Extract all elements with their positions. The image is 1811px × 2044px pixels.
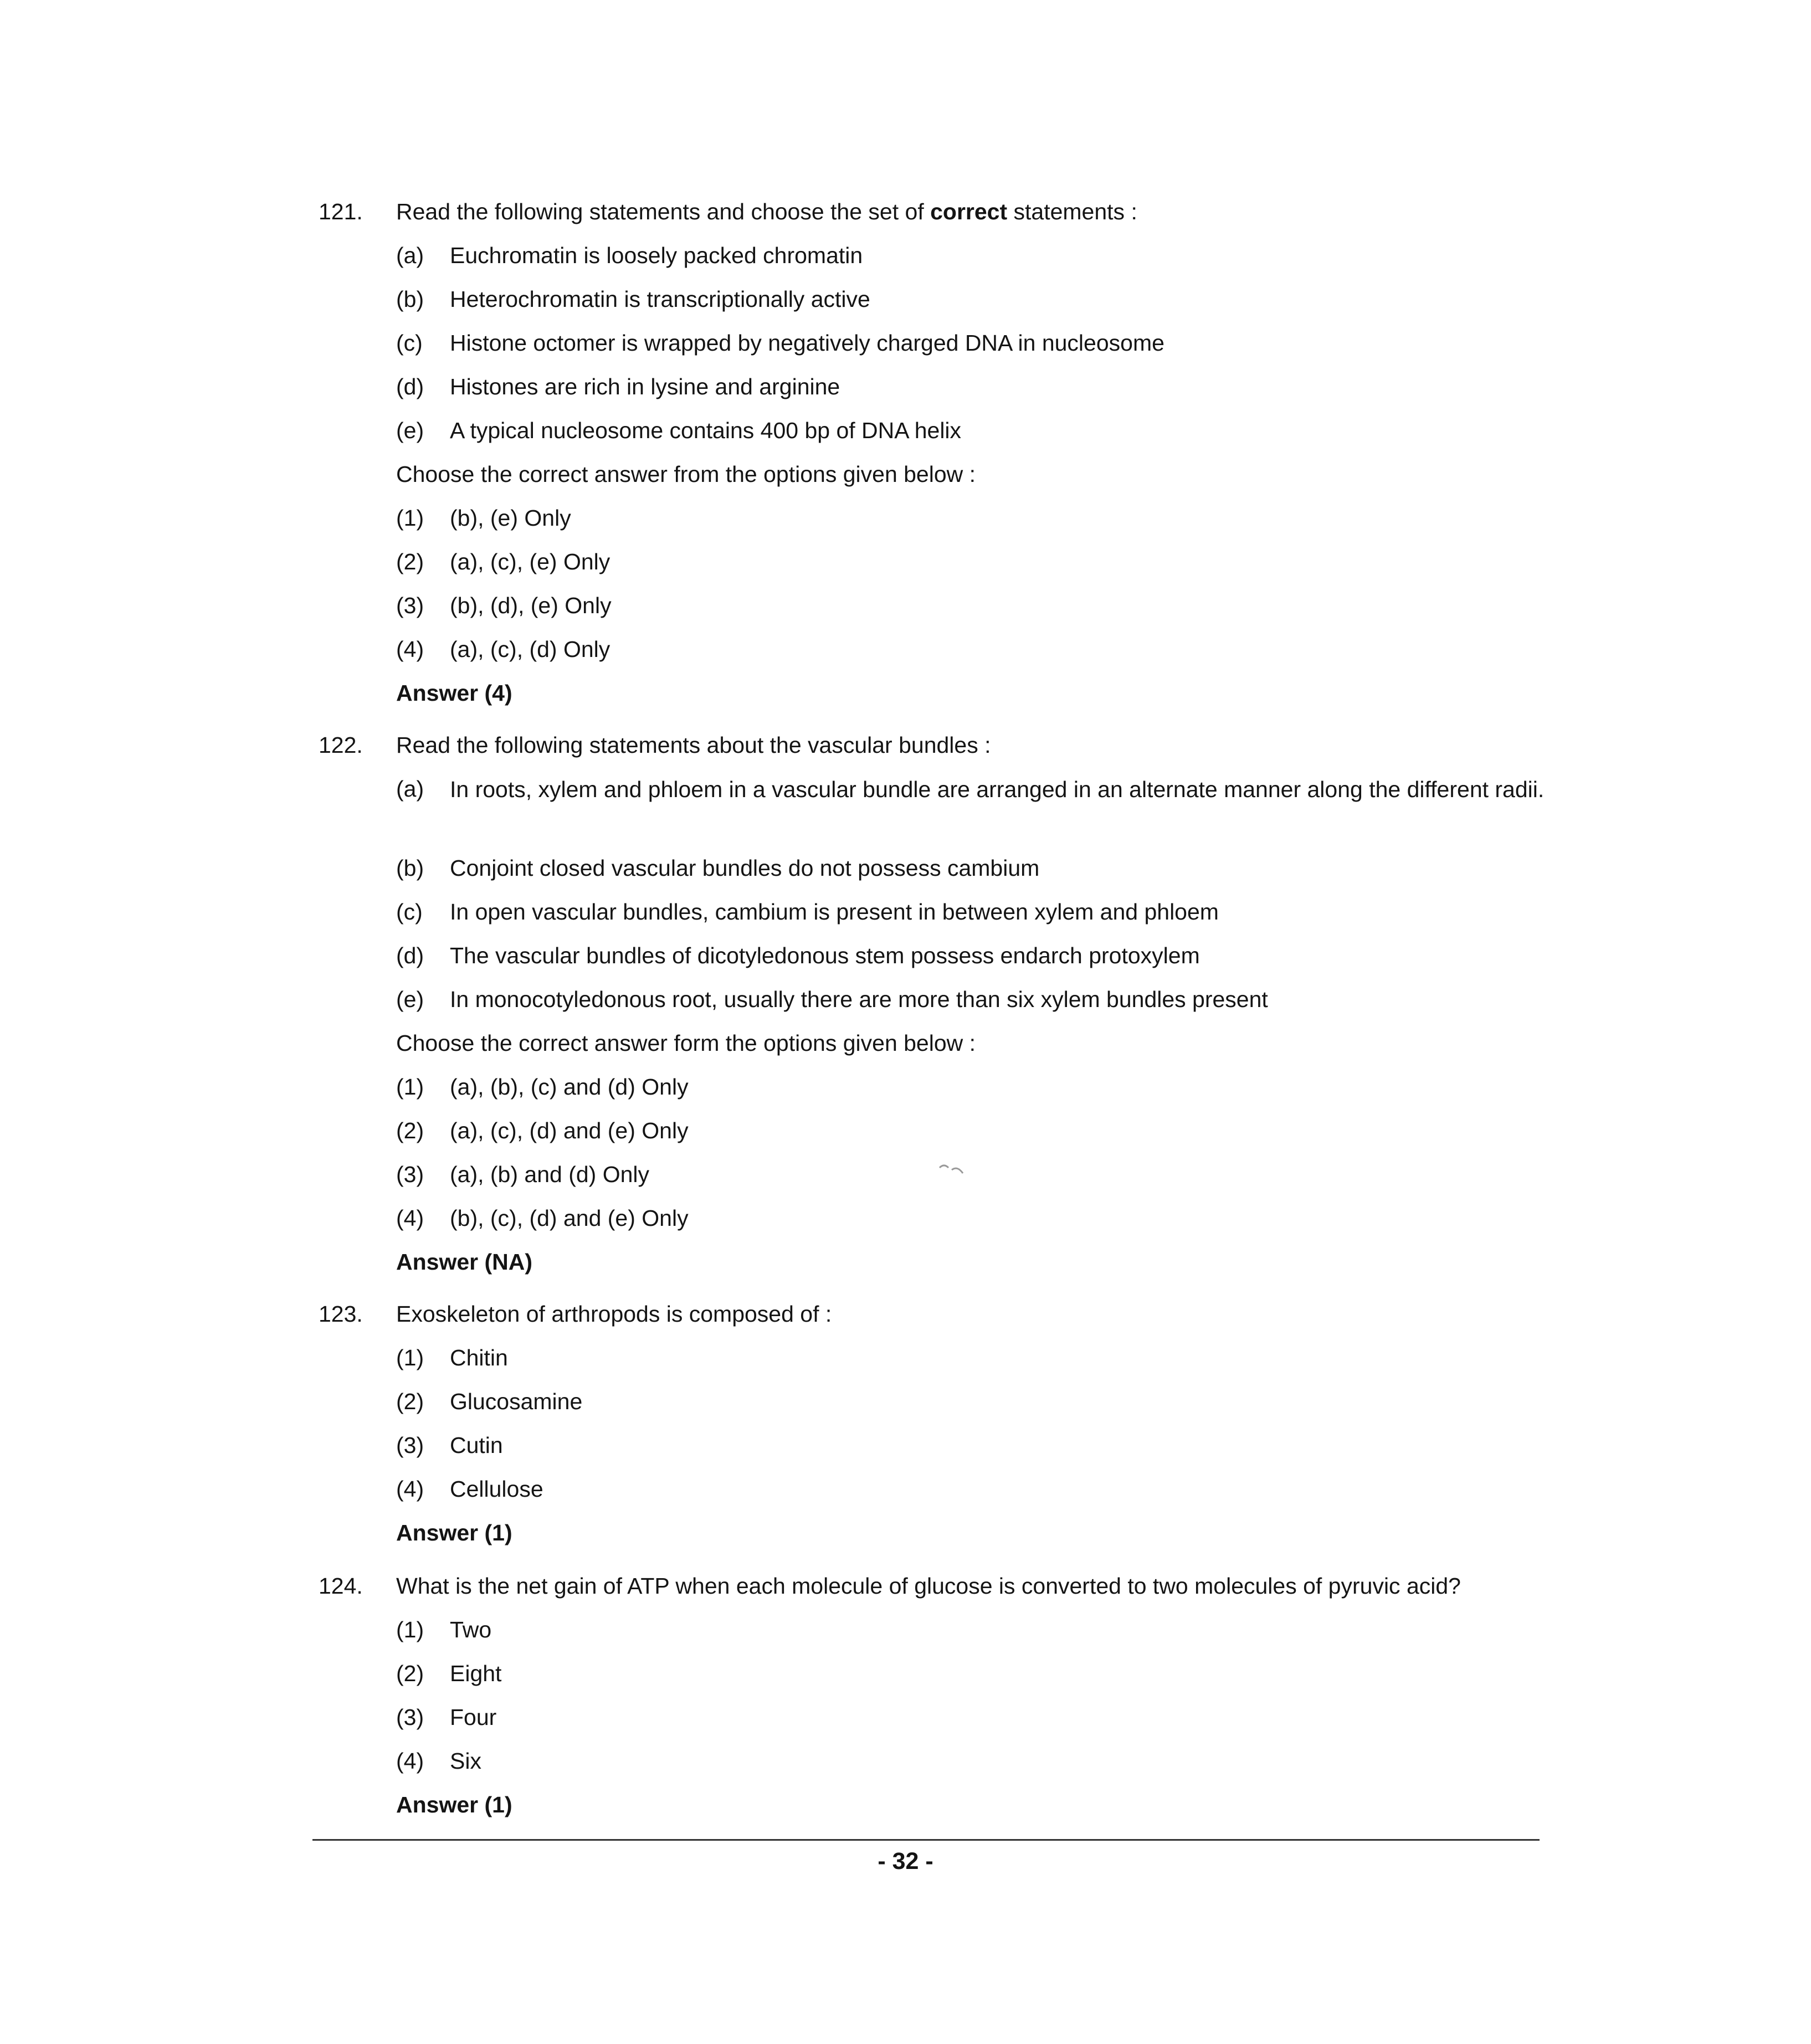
question-header [319, 1292, 1548, 1336]
option-text: (b), (d), (e) Only [450, 593, 612, 618]
option-item [319, 1153, 1548, 1196]
option-item [319, 496, 1548, 540]
statement-text: The vascular bundles of dicotyledonous stem possess endarch protoxylem [450, 943, 1200, 968]
question-header [319, 189, 1548, 234]
statement-text: Histone octomer is wrapped by negatively charged DNA in nucleosome [450, 330, 1164, 356]
option-label: (4) [396, 1476, 424, 1502]
option-item [319, 1608, 1548, 1652]
statement-label: (c) [396, 330, 423, 356]
statement-text: In roots, xylem and phloem in a vascular bundle are arranged in an alternate manner along the different radii. [450, 777, 1545, 802]
statement-label: (a) [396, 776, 424, 802]
statement-label: (d) [396, 374, 424, 399]
option-label: (1) [396, 505, 424, 531]
option-text: Glucosamine [450, 1389, 583, 1414]
statement-text: Euchromatin is loosely packed chromatin [450, 243, 863, 268]
option-label: (1) [396, 1074, 424, 1100]
option-text: (a), (b) and (d) Only [450, 1162, 649, 1187]
option-item [319, 1467, 1548, 1511]
option-text: (a), (c), (d) Only [450, 636, 610, 662]
question-header [319, 1564, 1548, 1608]
option-label: (4) [396, 636, 424, 662]
statement-text: Heterochromatin is transcriptionally active [450, 286, 870, 312]
option-text: Eight [450, 1661, 502, 1686]
instruction-text: Choose the correct answer from the options given below : [396, 461, 976, 487]
statement-label: (b) [396, 855, 424, 881]
footer-divider [312, 1839, 1540, 1841]
statement-label: (b) [396, 286, 424, 312]
statement-text: In monocotyledonous root, usually there are more than six xylem bundles present [450, 987, 1268, 1012]
option-text: Cellulose [450, 1476, 543, 1502]
question-text: Read the following statements about the vascular bundles : [396, 732, 991, 758]
option-text: (a), (c), (d) and (e) Only [450, 1118, 689, 1143]
statement-item [319, 409, 1548, 453]
question-number: 124. [319, 1573, 363, 1599]
option-label: (3) [396, 1162, 424, 1187]
option-item [319, 584, 1548, 628]
question-121 [319, 189, 1548, 715]
option-label: (3) [396, 593, 424, 618]
option-label: (4) [396, 1748, 424, 1774]
question-number: 123. [319, 1301, 363, 1327]
statement-item [319, 767, 1548, 846]
statement-label: (e) [396, 987, 424, 1012]
question-124 [319, 1564, 1548, 1827]
statement-label: (c) [396, 899, 423, 925]
statement-item [319, 890, 1548, 934]
option-text: Chitin [450, 1345, 508, 1370]
question-123 [319, 1292, 1548, 1555]
statement-item [319, 934, 1548, 978]
option-text: Two [450, 1617, 492, 1642]
option-label: (2) [396, 1118, 424, 1143]
option-item [319, 1336, 1548, 1380]
option-text: Four [450, 1704, 497, 1730]
question-text-emphasis: correct [930, 199, 1008, 224]
option-label: (3) [396, 1704, 424, 1730]
option-item [319, 1696, 1548, 1739]
option-text: (b), (e) Only [450, 505, 571, 531]
option-label: (2) [396, 1661, 424, 1686]
statement-item [319, 365, 1548, 409]
statement-label: (a) [396, 243, 424, 268]
question-text: Exoskeleton of arthropods is composed of : [396, 1301, 832, 1327]
statement-item [319, 234, 1548, 278]
answer-text: Answer (1) [396, 1792, 512, 1817]
question-text-part: Read the following statements and choose the set of [396, 199, 931, 224]
statement-label: (e) [396, 418, 424, 443]
scan-mark [938, 1162, 967, 1179]
option-label: (1) [396, 1345, 424, 1370]
statement-text: A typical nucleosome contains 400 bp of DNA helix [450, 418, 962, 443]
option-text: Six [450, 1748, 481, 1774]
option-item [319, 628, 1548, 671]
option-item [319, 1196, 1548, 1240]
option-item [319, 1424, 1548, 1467]
option-label: (2) [396, 549, 424, 574]
option-text: Cutin [450, 1432, 503, 1458]
question-text: What is the net gain of ATP when each molecule of glucose is converted to two molecules of pyruvic acid? [396, 1573, 1461, 1599]
question-number: 121. [319, 199, 363, 224]
option-label: (4) [396, 1205, 424, 1231]
statement-text: Histones are rich in lysine and arginine [450, 374, 840, 399]
question-number: 122. [319, 732, 363, 758]
statement-item [319, 321, 1548, 365]
option-item [319, 1380, 1548, 1424]
instruction-text: Choose the correct answer form the options given below : [396, 1030, 976, 1056]
statement-item [319, 978, 1548, 1021]
option-text: (a), (c), (e) Only [450, 549, 610, 574]
question-text-part: statements : [1007, 199, 1137, 224]
answer-text: Answer (NA) [396, 1249, 533, 1275]
option-item [319, 1109, 1548, 1153]
option-item [319, 1739, 1548, 1783]
question-text [396, 189, 1548, 234]
answer-text: Answer (1) [396, 1520, 512, 1545]
option-label: (1) [396, 1617, 424, 1642]
question-header [319, 723, 1548, 767]
option-label: (3) [396, 1432, 424, 1458]
option-item [319, 1652, 1548, 1696]
statement-label: (d) [396, 943, 424, 968]
statement-item [319, 278, 1548, 321]
statement-text: Conjoint closed vascular bundles do not possess cambium [450, 855, 1040, 881]
statement-text: In open vascular bundles, cambium is present in between xylem and phloem [450, 899, 1219, 925]
option-item [319, 540, 1548, 584]
option-item [319, 1065, 1548, 1109]
statement-item [319, 846, 1548, 890]
question-122 [319, 723, 1548, 1284]
answer-text: Answer (4) [396, 680, 512, 706]
page-number: - 32 - [878, 1848, 933, 1874]
option-text: (b), (c), (d) and (e) Only [450, 1205, 689, 1231]
option-text: (a), (b), (c) and (d) Only [450, 1074, 689, 1100]
option-label: (2) [396, 1389, 424, 1414]
